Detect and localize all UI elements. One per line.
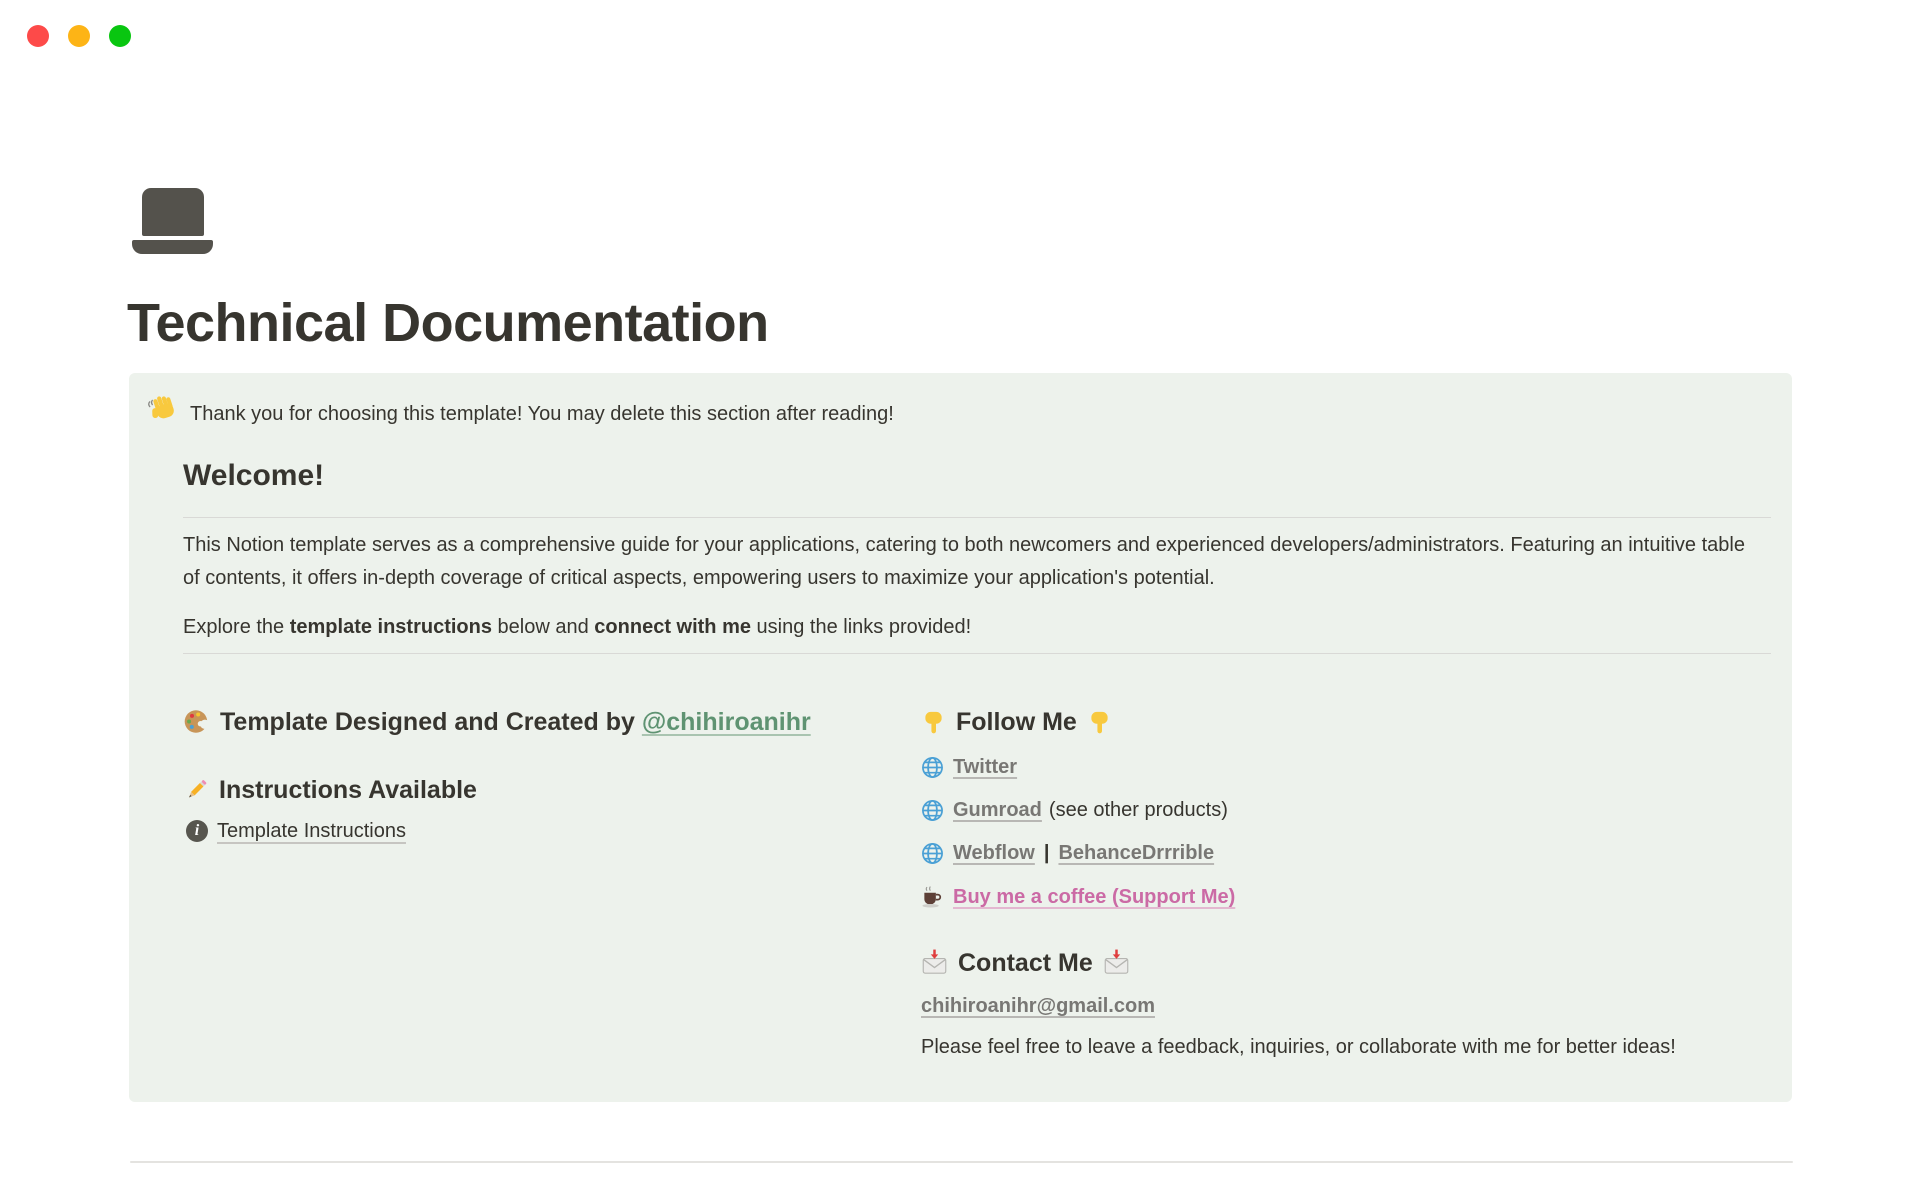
follow-me-text: Follow Me [956, 708, 1077, 736]
laptop-icon-base [132, 240, 213, 254]
explore-t1: Explore the [183, 616, 290, 638]
globe-icon [921, 842, 944, 865]
welcome-heading: Welcome! [183, 459, 325, 492]
coffee-row [921, 884, 1235, 910]
chihiroanihr-profile-link[interactable]: @chihiroanihr [641, 708, 811, 736]
explore-line [183, 613, 971, 641]
designed-by-heading [183, 705, 811, 739]
page-title[interactable]: Technical Documentation [127, 293, 769, 353]
globe-icon [921, 799, 944, 822]
contact-me-text: Contact Me [958, 949, 1093, 977]
gumroad-link[interactable]: Gumroad [953, 799, 1042, 821]
page-divider [130, 1161, 1793, 1163]
laptop-icon [142, 188, 204, 236]
webflow-behance-row [921, 840, 1214, 866]
follow-me-heading [921, 705, 1112, 739]
email-link[interactable]: chihiroanihr@gmail.com [921, 995, 1155, 1017]
close-button[interactable] [27, 25, 49, 47]
gumroad-row [921, 797, 1228, 823]
twitter-row [921, 754, 1017, 780]
zoom-button[interactable] [109, 25, 131, 47]
template-instructions-page-link[interactable]: Template Instructions [217, 820, 406, 842]
divider [183, 517, 1771, 518]
callout-intro-text: Thank you for choosing this template! You may delete this section after reading! [190, 403, 894, 425]
designed-by-text: Template Designed and Created by [220, 708, 642, 736]
twitter-link[interactable]: Twitter [953, 756, 1018, 778]
pointing-down-icon [921, 710, 946, 735]
waving-hand-icon [147, 393, 179, 425]
envelope-arrow-icon [1103, 949, 1130, 976]
minimize-button[interactable] [68, 25, 90, 47]
welcome-callout [129, 373, 1792, 1102]
explore-t3: using the links provided! [751, 616, 972, 638]
window-controls [27, 25, 131, 47]
feedback-text: Please feel free to leave a feedback, inquiries, or collaborate with me for better ideas! [921, 1036, 1676, 1058]
gumroad-note: (see other products) [1048, 799, 1228, 821]
explore-t2: below and [492, 616, 595, 638]
artist-palette-icon [183, 708, 210, 735]
welcome-paragraph: This Notion template serves as a comprehensive guide for your applications, catering to both newcomers and experienced developers/administrators. Featuring an intuitive table of contents, it offers in-depth coverage of critical aspects, empowering users to maximize your application's potential. [183, 534, 1745, 589]
info-icon: i [186, 820, 208, 842]
webflow-link[interactable]: Webflow [953, 842, 1035, 864]
pointing-down-icon [1087, 710, 1112, 735]
instructions-heading [183, 773, 477, 807]
explore-bold-connect: connect with me [594, 616, 751, 638]
divider [183, 653, 1771, 654]
explore-bold-template-instructions: template instructions [289, 616, 492, 638]
hot-beverage-icon [921, 886, 944, 909]
globe-icon [921, 756, 944, 779]
pencil-icon [183, 777, 209, 803]
buy-me-a-coffee-link[interactable]: Buy me a coffee (Support Me) [953, 886, 1236, 908]
template-instructions-row [186, 818, 406, 844]
contact-me-heading [921, 946, 1130, 980]
behance-dribbble-link[interactable]: BehanceDrrrible [1058, 842, 1215, 864]
page-icon-laptop[interactable] [132, 188, 216, 255]
email-row [921, 993, 1155, 1019]
envelope-arrow-icon [921, 949, 948, 976]
instructions-heading-text: Instructions Available [219, 776, 477, 804]
link-separator: | [1043, 842, 1050, 864]
